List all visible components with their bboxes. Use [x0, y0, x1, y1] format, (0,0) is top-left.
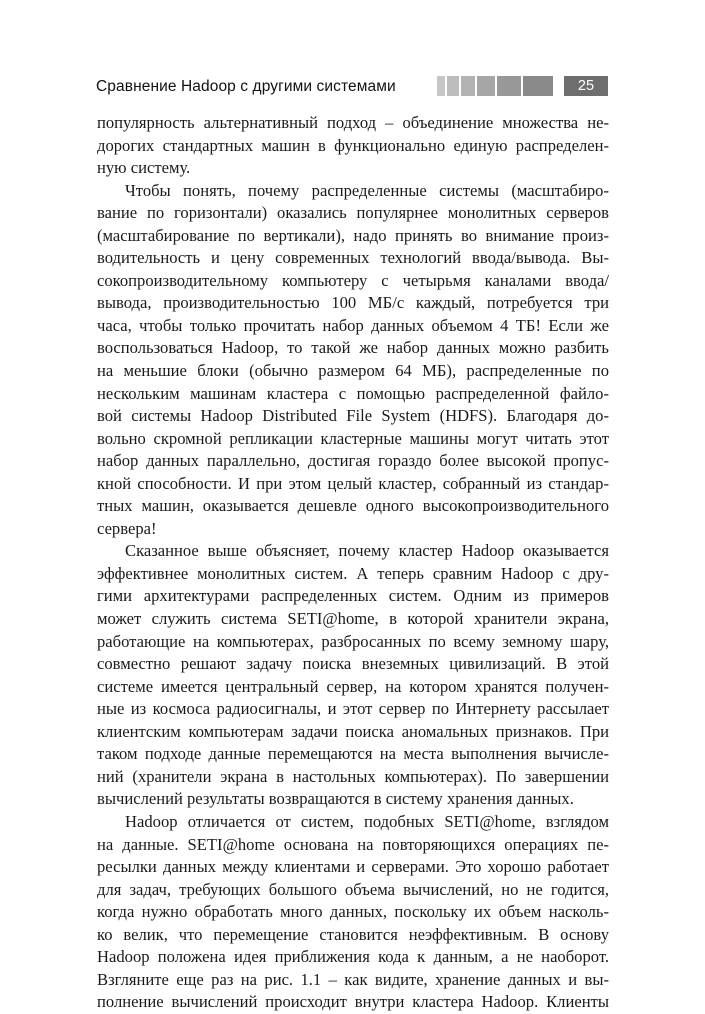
- body-text: [97, 112, 609, 1014]
- text-line: полнение вычислений происходит внутри кластера Hadoop. Клиенты: [97, 992, 609, 1012]
- text-line: воспользоваться Hadoop, то такой же набор данных можно разбить: [97, 338, 609, 358]
- paragraph-3: [97, 540, 609, 811]
- running-header: [96, 76, 608, 98]
- page-number: 25: [564, 76, 608, 96]
- text-line: набор данных параллельно, достигая гораздо более высокой пропус-: [97, 451, 609, 471]
- text-line: ний (хранители экрана в настольных компьютерах). По завершении: [97, 766, 609, 786]
- text-line: гими архитектурами распределенных систем. Одним из примеров: [97, 586, 609, 606]
- decor-bar: [497, 76, 521, 96]
- paragraph-1: [97, 112, 609, 180]
- text-line: эффективнее монолитных систем. А теперь сравним Hadoop с дру-: [97, 563, 609, 583]
- text-line: на данные. SETI@home основана на повторяющихся операциях пе-: [97, 834, 609, 854]
- text-line: ную систему.: [97, 158, 191, 178]
- text-line: ресылки данных между клиентами и серверами. Это хорошо работает: [97, 857, 609, 877]
- decor-bar: [461, 76, 475, 96]
- text-line: Чтобы понять, почему распределенные системы (масштабиро-: [125, 180, 609, 200]
- text-line: ко велик, что перемещение становится неэффективным. В основу: [97, 924, 609, 944]
- text-line: таком подходе данные перемещаются на места выполнения вычисле-: [97, 744, 609, 764]
- text-line: кной способности. И при этом целый кластер, собранный из стандар-: [97, 473, 609, 493]
- text-line: Взгляните еще раз на рис. 1.1 – как видите, хранение данных и вы-: [97, 969, 609, 989]
- text-line: может служить система SETI@home, в которой хранители экрана,: [97, 609, 609, 629]
- text-line: Hadoop отличается от систем, подобных SETI@home, взглядом: [125, 811, 609, 831]
- text-line: сервера!: [97, 518, 157, 538]
- text-line: вольно скромной репликации кластерные машины могут читать этот: [97, 428, 609, 448]
- text-line: (масштабирование по вертикали), надо принять во внимание произ-: [97, 225, 609, 245]
- text-line: нескольким машинам кластера с помощью распределенной файло-: [97, 383, 609, 403]
- text-line: популярность альтернативный подход – объединение множества не-: [97, 113, 609, 132]
- text-line: вой системы Hadoop Distributed File System (HDFS). Благодаря до-: [97, 406, 609, 426]
- text-line: тных машин, оказывается дешевле одного высокопроизводительного: [97, 496, 609, 516]
- paragraph-4: [97, 811, 609, 1014]
- text-line: часа, чтобы только прочитать набор данных объемом 4 ТБ! Если же: [97, 315, 609, 335]
- text-line: системе имеется центральный сервер, на котором хранятся получен-: [97, 676, 609, 696]
- decor-bar: [523, 76, 553, 96]
- text-line: работающие на компьютерах, разбросанных по всему земному шару,: [97, 631, 609, 651]
- text-line: Сказанное выше объясняет, почему кластер Hadoop оказывается: [125, 541, 609, 561]
- decor-bar: [447, 76, 459, 96]
- text-line: совместно решают задачу поиска внеземных цивилизаций. В этой: [97, 654, 609, 674]
- text-line: Hadoop положена идея приближения кода к данным, а не наоборот.: [97, 947, 609, 967]
- decor-bar: [477, 76, 495, 96]
- text-line: на меньшие блоки (обычно размером 64 МБ), распределенные по: [97, 361, 609, 381]
- text-line: водительность и цену современных технологий ввода/вывода. Вы-: [97, 248, 609, 268]
- text-line: для задач, требующих большого объема вычислений, но не годится,: [97, 879, 609, 899]
- paragraph-2: [97, 180, 609, 541]
- text-line: дорогих стандартных машин в функционально единую распределен-: [97, 135, 609, 155]
- text-line: сокопроизводительному компьютеру с четырьмя каналами ввода/: [97, 270, 609, 290]
- text-line: вычислений результаты возвращаются в систему хранения данных.: [97, 789, 574, 809]
- running-title: Сравнение Hadoop с другими системами: [96, 78, 396, 95]
- text-line: вывода, производительностью 100 МБ/с каждый, потребуется три: [97, 293, 609, 313]
- text-line: ные из космоса радиосигналы, и этот сервер по Интернету рассылает: [97, 699, 609, 719]
- text-line: клиентским компьютерам задачи поиска аномальных признаков. При: [97, 721, 609, 741]
- decor-bar: [437, 76, 445, 96]
- header-decoration-bars: [437, 76, 555, 96]
- text-line: когда нужно обработать много данных, поскольку их объем насколь-: [97, 902, 609, 922]
- text-line: вание по горизонтали) оказались популярнее монолитных серверов: [97, 203, 609, 223]
